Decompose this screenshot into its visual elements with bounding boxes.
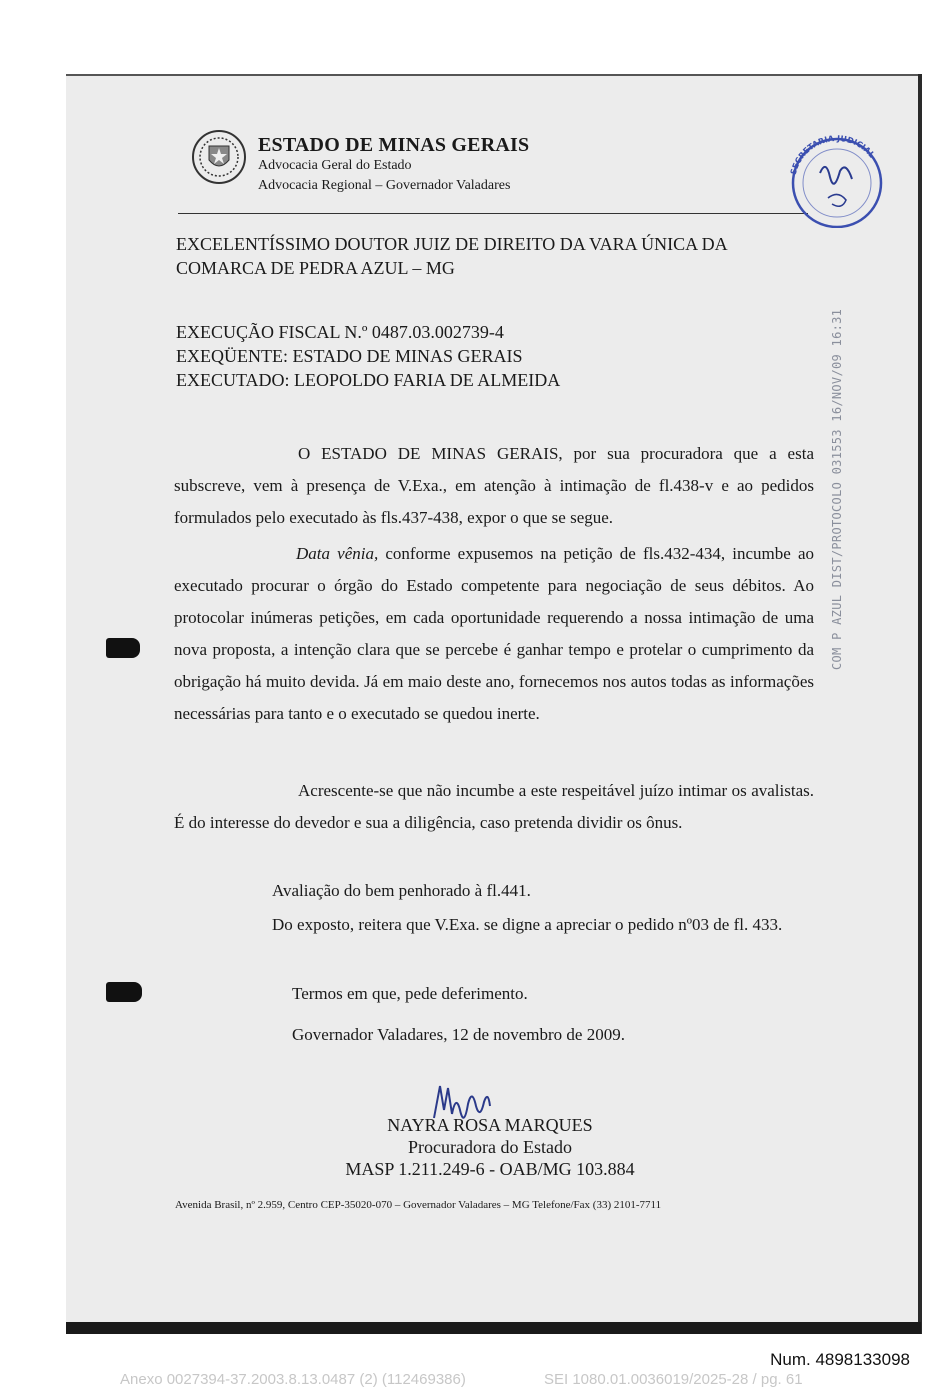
sei-reference: SEI 1080.01.0036019/2025-28 / pg. 61 [544,1371,803,1388]
case-header [176,320,560,392]
address-footer: Avenida Brasil, nº 2.959, Centro CEP-35020-070 – Governador Valadares – MG Telefone/Fax (33) 2101-7711 [175,1199,662,1211]
paragraph-3: Acrescente-se que não incumbe a este respeitável juízo intimar os avalistas. É do interesse do devedor e sua a diligência, caso pretenda dividir os ônus. [174,781,814,832]
document-number: Num. 4898133098 [770,1350,910,1369]
addressee-line1: EXCELENTÍSSIMO DOUTOR JUIZ DE DIREITO DA VARA ÚNICA DA [176,234,728,254]
signature-block [290,1114,690,1180]
case-executado: EXECUTADO: LEOPOLDO FARIA DE ALMEIDA [176,370,561,390]
scan-bottom-edge [66,1322,921,1334]
svg-text:SECRETARIA JUDICIAL [789,134,876,176]
closing: Termos em que, pede deferimento. [292,984,528,1003]
punch-mark-top [106,638,140,658]
date-line: Governador Valadares, 12 de novembro de 2009. [292,1025,625,1044]
header-rule [178,213,808,214]
paragraph-2-italic: Data vênia, [296,544,379,563]
judicial-stamp-icon [780,128,890,228]
protocol-stamp: COM P AZUL DIST/PROTOCOLO 031553 16/NOV/09 16:31 [830,308,844,670]
case-number: EXECUÇÃO FISCAL N.º 0487.03.002739-4 [176,322,504,342]
paragraph-5: Do exposto, reitera que V.Exa. se digne a apreciar o pedido nº03 de fl. 433. [272,915,783,934]
paragraph-4: Avaliação do bem penhorado à fl.441. [272,881,531,900]
header-line2: Advocacia Regional – Governador Valadares [258,178,511,193]
signer-id: MASP 1.211.249-6 - OAB/MG 103.884 [345,1159,635,1179]
signer-role: Procuradora do Estado [408,1137,572,1157]
header-line1: Advocacia Geral do Estado [258,158,412,173]
paragraph-2 [174,538,814,730]
scan-edge [918,74,922,1334]
punch-mark-bottom [106,982,142,1002]
header-title: ESTADO DE MINAS GERAIS [258,134,530,156]
signer-name: NAYRA ROSA MARQUES [387,1115,593,1135]
case-exequente: EXEQÜENTE: ESTADO DE MINAS GERAIS [176,346,523,366]
paragraph-2-text: conforme expusemos na petição de fls.432-434, incumbe ao executado procurar o órgão do Estado competente para negociação de seus débitos. Ao protocolar inúmeras petições, em cada oportunidade requerendo a nossa intimação de uma nova proposta, a intenção clara que se percebe é ganhar tempo e protelar o cumprimento da obrigação há muito devida. Já em maio deste ano, fornecemos nos autos todas as informações necessárias para tanto e o executado se quedou inerte. [174,544,814,723]
coat-of-arms-icon [190,128,248,186]
stamp-text: SECRETARIA JUDICIAL [788,133,877,176]
paragraph-1: O ESTADO DE MINAS GERAIS, por sua procuradora que a esta subscreve, vem à presença de V.Exa., em atenção à intimação de fl.438-v e ao pedidos formulados pelo executado às fls.437-438, expor o que se segue. [174,444,814,527]
anexo-reference: Anexo 0027394-37.2003.8.13.0487 (2) (112469386) [120,1371,466,1388]
addressee-line2: COMARCA DE PEDRA AZUL – MG [176,258,455,278]
addressee [176,232,728,280]
